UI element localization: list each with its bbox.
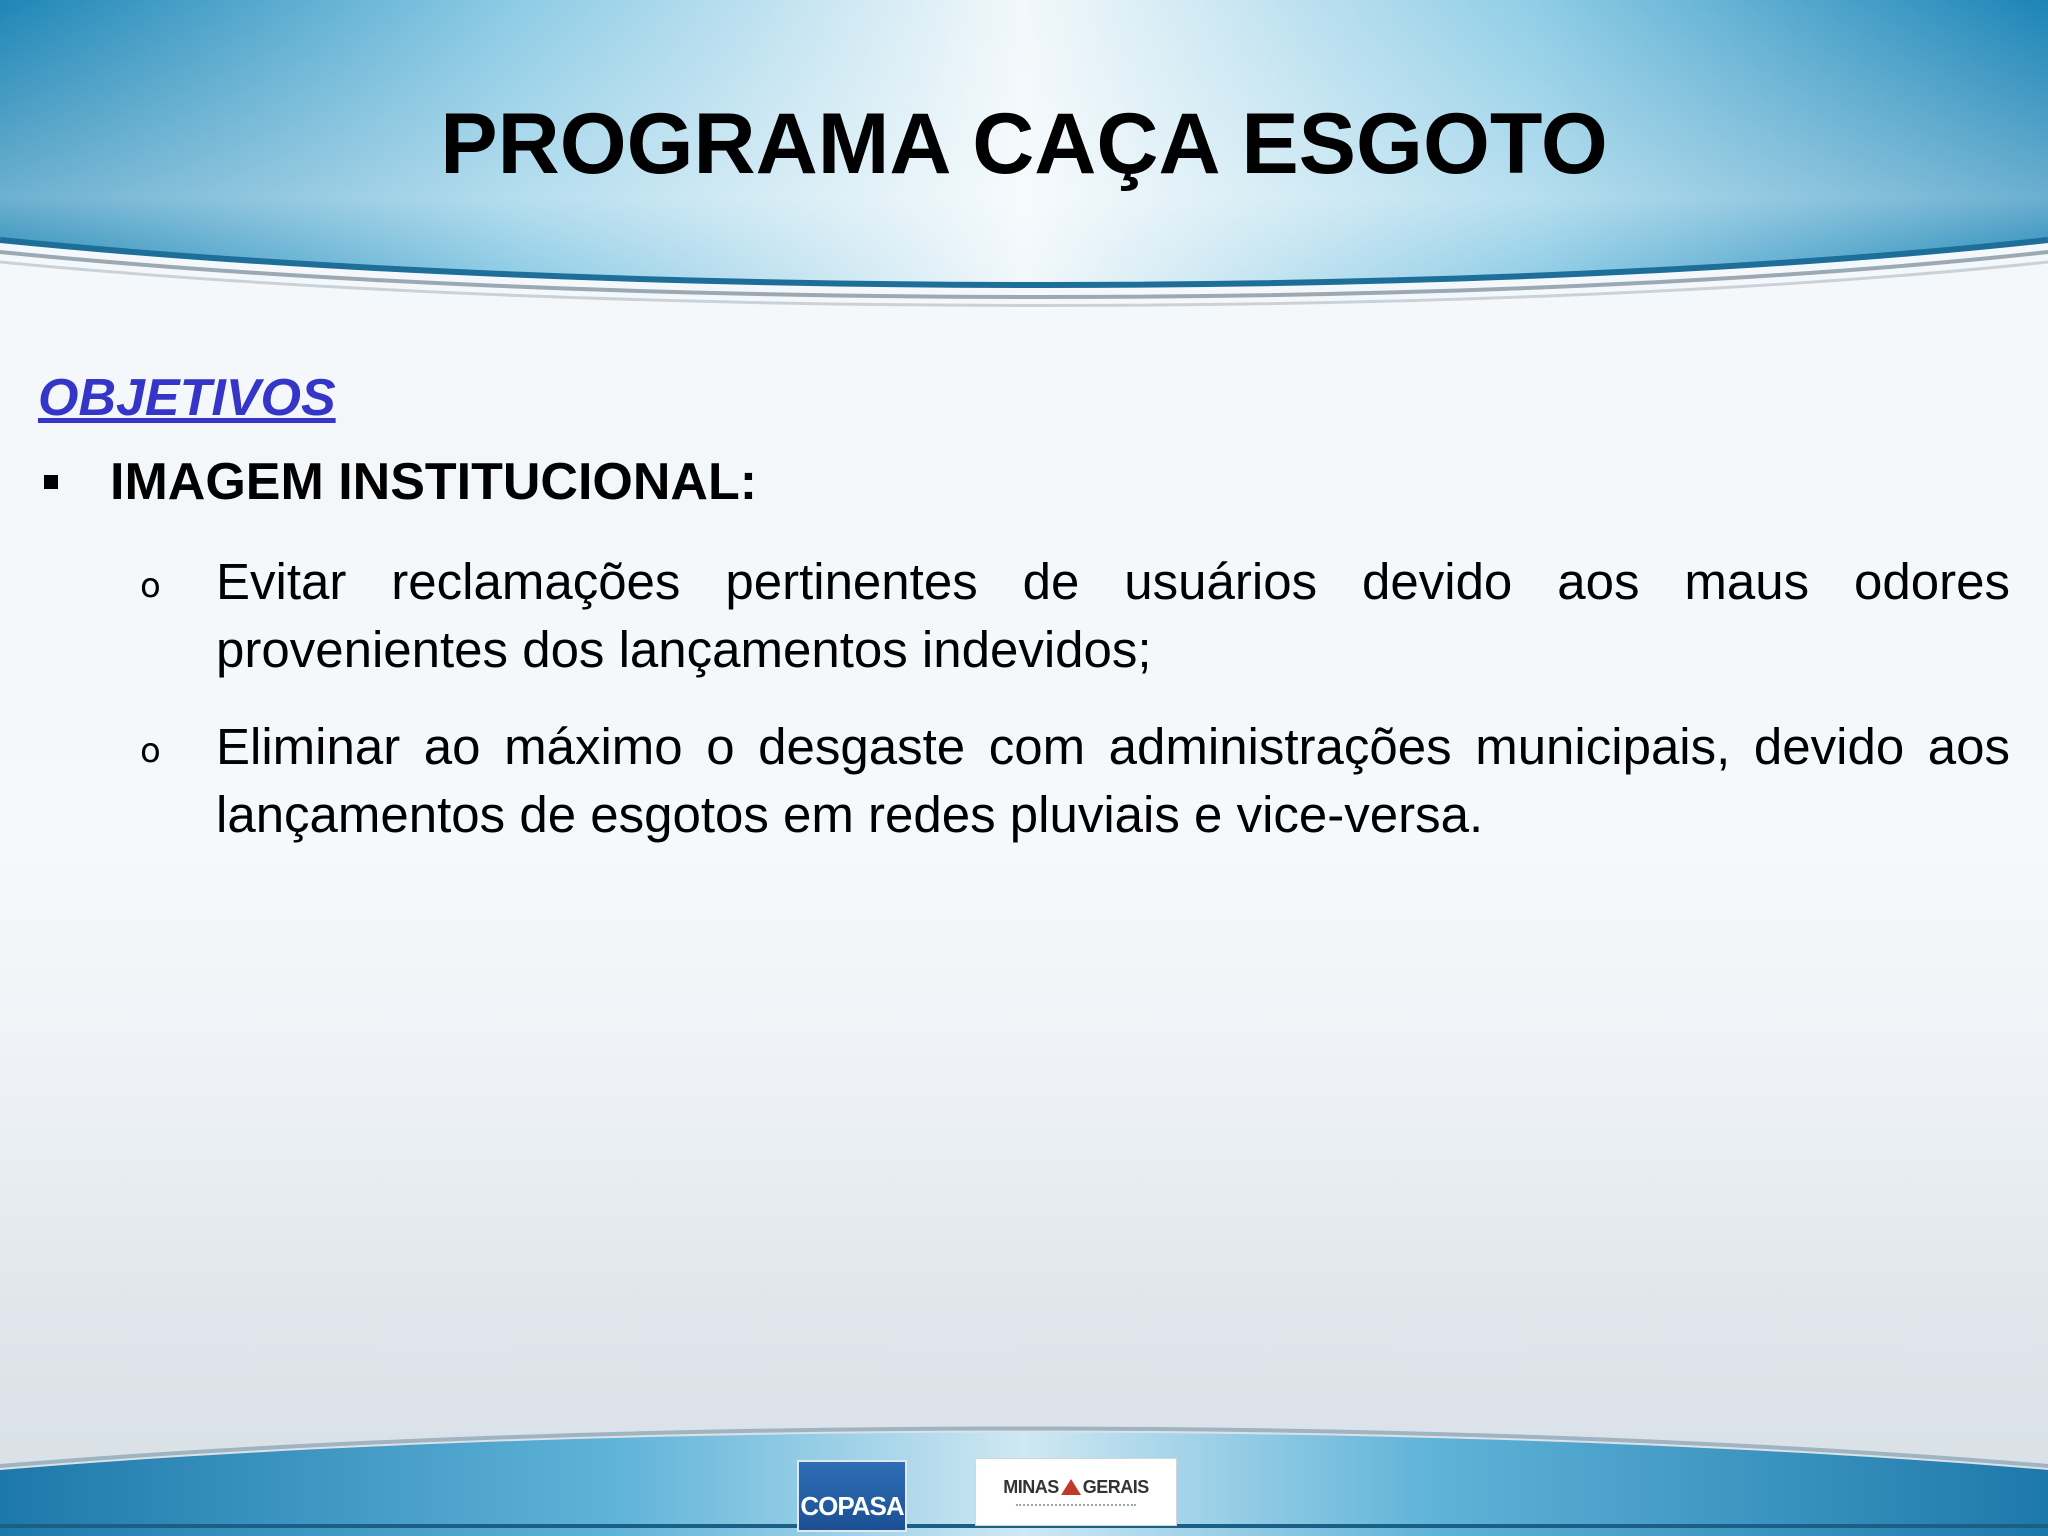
sub-bullet-text: Evitar reclamações pertinentes de usuários devido aos maus odores provenientes dos lançamentos indevidos;	[216, 553, 2010, 678]
sub-bullet-item	[140, 713, 2010, 849]
copasa-logo	[797, 1460, 907, 1532]
sub-bullet-item	[140, 548, 2010, 684]
section-heading-objetivos: OBJETIVOS	[38, 369, 336, 427]
circle-bullet-icon: o	[140, 731, 161, 771]
slide-title: PROGRAMA CAÇA ESGOTO	[440, 96, 1608, 192]
bullet-item	[38, 452, 757, 512]
copasa-logo-text: COPASA	[800, 1491, 904, 1521]
square-bullet-icon	[44, 475, 58, 489]
sub-bullet-text: Eliminar ao máximo o desgaste com administrações municipais, devido aos lançamentos de esgotos em redes pluviais e vice-versa.	[216, 718, 2010, 843]
minas-gerais-logo	[975, 1458, 1177, 1526]
minas-logo-subline	[1016, 1504, 1136, 1508]
triangle-icon	[1060, 1478, 1082, 1496]
minas-gerais-logo-row	[1003, 1477, 1149, 1498]
bullet-label: IMAGEM INSTITUCIONAL:	[110, 453, 758, 511]
minas-logo-text-left: MINAS	[1003, 1476, 1059, 1497]
circle-bullet-icon: o	[140, 566, 161, 606]
minas-logo-text-right: GERAIS	[1082, 1476, 1149, 1497]
